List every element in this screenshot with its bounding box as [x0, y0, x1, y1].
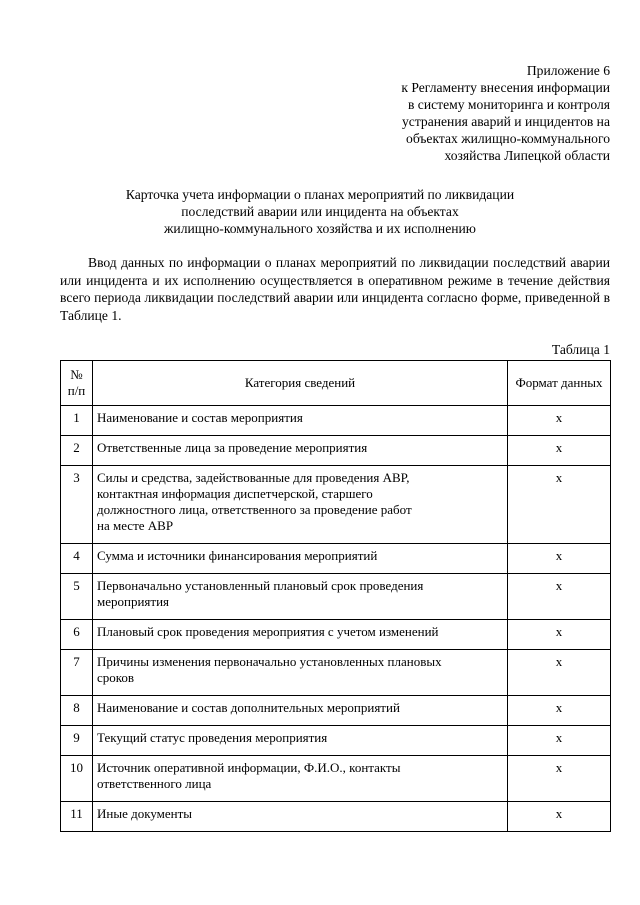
row-num: 2: [61, 436, 93, 466]
table-row: [61, 466, 611, 544]
row-num: 7: [61, 650, 93, 696]
row-num: 6: [61, 620, 93, 650]
row-num: 11: [61, 802, 93, 832]
title-line: последствий аварии или инцидента на объектах: [181, 204, 459, 219]
row-category: Ответственные лица за проведение мероприятия: [93, 436, 508, 466]
row-category: Первоначально установленный плановый срок проведения мероприятия: [93, 574, 508, 620]
appendix-block: [401, 62, 610, 164]
header-category: Категория сведений: [93, 361, 508, 406]
row-format: x: [508, 544, 611, 574]
title-line: жилищно-коммунального хозяйства и их исполнению: [164, 221, 476, 236]
table-row: [61, 696, 611, 726]
table-caption: Таблица 1: [551, 342, 610, 357]
row-num: 5: [61, 574, 93, 620]
title-line: Карточка учета информации о планах мероприятий по ликвидации: [125, 187, 515, 202]
row-category: Текущий статус проведения мероприятия: [93, 726, 508, 756]
appendix-line: в систему мониторинга и контроля: [407, 97, 610, 112]
table-row: [61, 802, 611, 832]
table-row: [61, 620, 611, 650]
table-row: [61, 756, 611, 802]
intro-paragraph: Ввод данных по информации о планах мероприятий по ликвидации последствий аварии или инцидента и их исполнению осуществляется в оперативном режиме в течение действия всего периода ликвидации последствий аварии или инцидента согласно форме, приведенной в Таблице 1.: [60, 255, 610, 323]
row-num: 9: [61, 726, 93, 756]
row-num: 1: [61, 406, 93, 436]
row-format: x: [508, 802, 611, 832]
row-category: Силы и средства, задействованные для проведения АВР, контактная информация диспетчерской, старшего должностного лица, ответственного за проведение работ на месте АВР: [93, 466, 508, 544]
row-num: 3: [61, 466, 93, 544]
table-row: [61, 406, 611, 436]
row-category: Источник оперативной информации, Ф.И.О., контакты ответственного лица: [93, 756, 508, 802]
row-format: x: [508, 620, 611, 650]
table-row: [61, 726, 611, 756]
header-format: Формат данных: [508, 361, 611, 406]
table-row: [61, 650, 611, 696]
appendix-line: хозяйства Липецкой области: [444, 148, 610, 163]
row-category: Причины изменения первоначально установленных плановых сроков: [93, 650, 508, 696]
table-row: [61, 436, 611, 466]
row-format: x: [508, 406, 611, 436]
row-num: 8: [61, 696, 93, 726]
row-category: Иные документы: [93, 802, 508, 832]
appendix-line: объектах жилищно-коммунального: [406, 131, 610, 146]
table-row: [61, 544, 611, 574]
info-table: [60, 360, 611, 832]
row-category: Сумма и источники финансирования мероприятий: [93, 544, 508, 574]
row-format: x: [508, 436, 611, 466]
row-category: Наименование и состав дополнительных мероприятий: [93, 696, 508, 726]
row-category: Наименование и состав мероприятия: [93, 406, 508, 436]
row-format: x: [508, 650, 611, 696]
row-num: 10: [61, 756, 93, 802]
row-num: 4: [61, 544, 93, 574]
header-num: № п/п: [61, 361, 93, 406]
row-format: x: [508, 466, 611, 544]
row-format: x: [508, 696, 611, 726]
table-header-row: [61, 361, 611, 406]
appendix-line: устранения аварий и инцидентов на: [401, 114, 610, 129]
document-title: [0, 186, 640, 237]
row-format: x: [508, 756, 611, 802]
row-format: x: [508, 574, 611, 620]
appendix-line: Приложение 6: [526, 63, 610, 78]
table-row: [61, 574, 611, 620]
row-format: x: [508, 726, 611, 756]
row-category: Плановый срок проведения мероприятия с учетом изменений: [93, 620, 508, 650]
appendix-line: к Регламенту внесения информации: [401, 80, 610, 95]
